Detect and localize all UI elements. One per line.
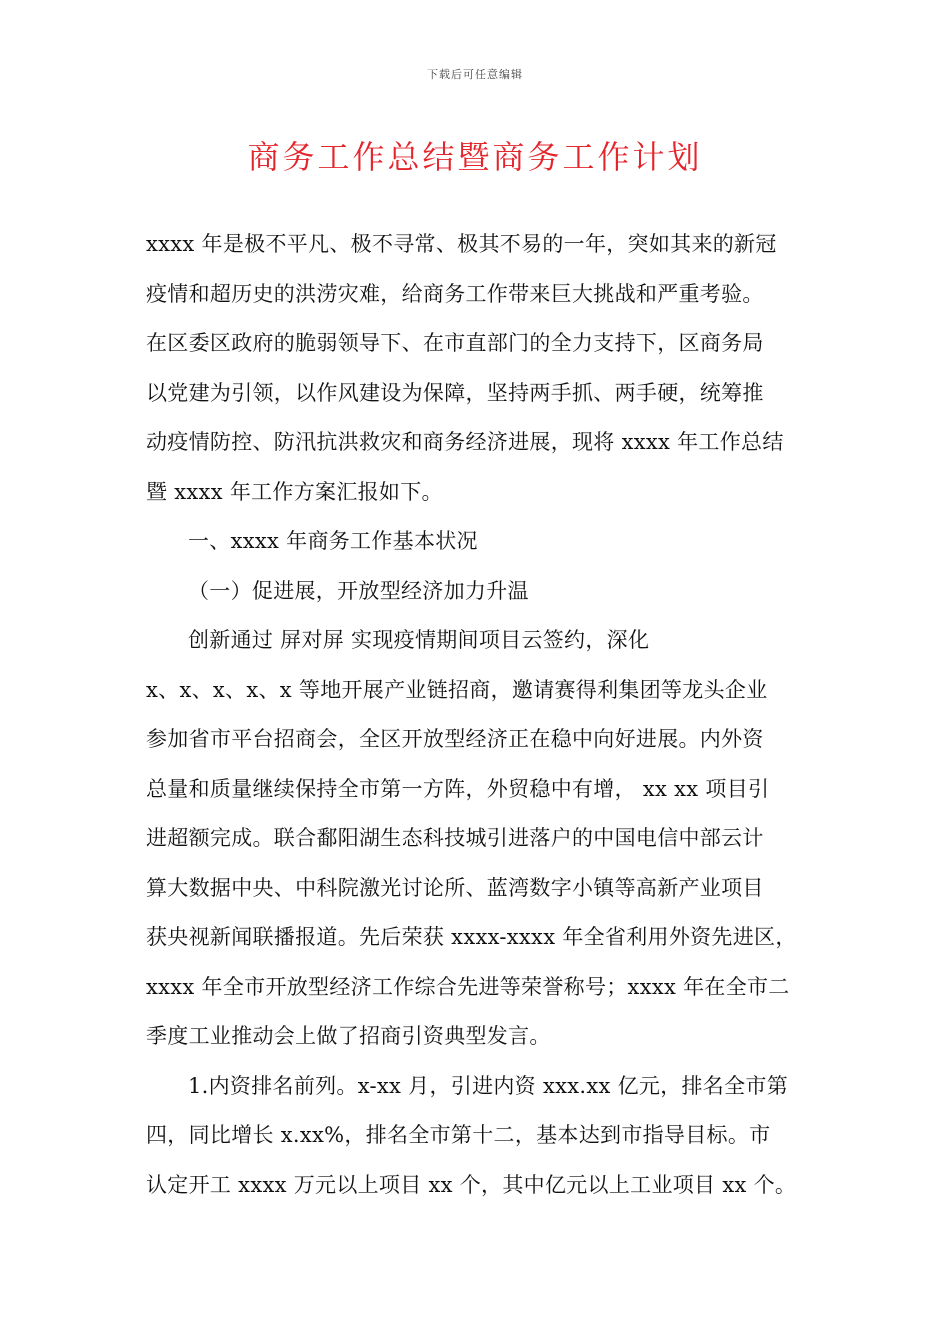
body-line: 1.内资排名前列。x-xx 月，引进内资 xxx.xx 亿元，排名全市第 (188, 1073, 789, 1098)
body-line: 认定开工 xxxx 万元以上项目 xx 个，其中亿元以上工业项目 xx 个。 (146, 1172, 797, 1197)
body-line: 参加省市平台招商会，全区开放型经济正在稳中向好进展。内外资 (146, 727, 764, 751)
body-line: 一、xxxx 年商务工作基本状况 (188, 529, 478, 553)
body-line: 疫情和超历史的洪涝灾难，给商务工作带来巨大挑战和严重考验。 (146, 281, 764, 306)
body-line: （一）促进展，开放型经济加力升温 (188, 578, 529, 603)
body-line: xxxx 年全市开放型经济工作综合先进等荣誉称号；xxxx 年在全市二 (146, 974, 790, 999)
body-line: xxxx 年是极不平凡、极不寻常、极其不易的一年，突如其来的新冠 (146, 232, 777, 256)
body-line: 动疫情防控、防汛抗洪救灾和商务经济进展，现将 xxxx 年工作总结 (146, 430, 784, 454)
body-line: 进超额完成。联合鄱阳湖生态科技城引进落户的中国电信中部云计 (146, 826, 764, 850)
header-note: 下载后可任意编辑 (427, 68, 523, 81)
body-line: 四，同比增长 x.xx%，排名全市第十二，基本达到市指导目标。市 (146, 1123, 771, 1147)
body-line: 总量和质量继续保持全市第一方阵，外贸稳中有增， xx xx 项目引 (146, 776, 770, 801)
body-line: 算大数据中央、中科院激光讨论所、蓝湾数字小镇等高新产业项目 (146, 875, 764, 900)
body-line: 季度工业推动会上做了招商引资典型发言。 (146, 1024, 551, 1048)
body-line: 以党建为引领，以作风建设为保障，坚持两手抓、两手硬，统筹推 (146, 380, 764, 405)
body-line: 创新通过 屏对屏 实现疫情期间项目云签约，深化 (188, 628, 650, 652)
body-line: 在区委区政府的脆弱领导下、在市直部门的全力支持下，区商务局 (146, 331, 764, 355)
document-body (146, 224, 812, 1214)
document-title: 商务工作总结暨商务工作计划 (247, 138, 703, 176)
body-line: 暨 xxxx 年工作方案汇报如下。 (146, 479, 443, 504)
body-line: x、x、x、x、x 等地开展产业链招商，邀请赛得利集团等龙头企业 (146, 677, 768, 702)
body-line: 获央视新闻联播报道。先后荣获 xxxx-xxxx 年全省利用外资先进区， (146, 925, 797, 949)
